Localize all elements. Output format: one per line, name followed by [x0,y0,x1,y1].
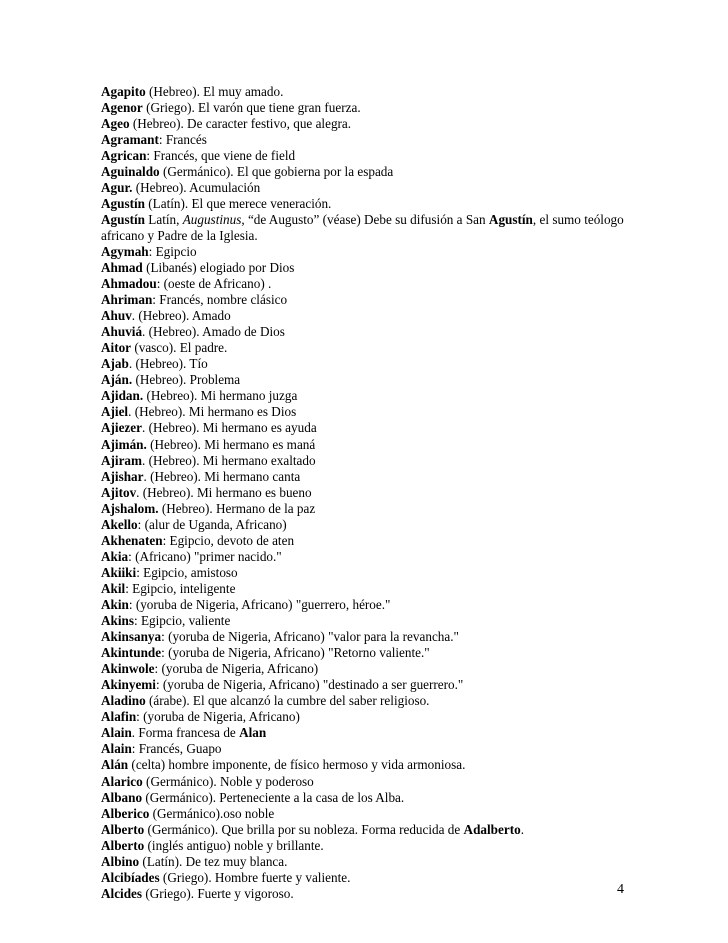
entry-text: (Hebreo). Mi hermano es maná [146,436,316,452]
name-entry [101,372,661,388]
entry-text: : Egipcio [148,243,197,259]
entry-name: Alarico [101,773,143,789]
entry-name: Akello [101,516,138,532]
entry-italic-term: Augustinus [182,211,242,227]
entry-name: Ahuv [101,308,132,324]
entry-name: Alan [239,725,267,741]
entry-name: Ajidan. [101,388,144,404]
entry-name: Alberico [101,805,150,821]
name-entry [101,581,661,597]
name-entry [101,629,661,645]
name-entry [101,838,661,854]
entry-text: (Griego). Fuerte y vigoroso. [142,885,294,901]
entry-name: Agapito [101,83,146,99]
name-entry [101,822,661,838]
entry-text: , el sumo teólogo africano y Padre de la Iglesia. [101,211,624,243]
name-entry [101,100,661,116]
entry-text: (celta) hombre imponente, de físico hermoso y vida armoniosa. [128,757,466,773]
entry-name: Alain [101,725,132,741]
name-entry [101,437,661,453]
entry-name: Alán [101,757,129,773]
entry-text: : (Africano) "primer nacido." [128,548,282,564]
entry-name: Aladino [101,693,146,709]
entry-text: : (yoruba de Nigeria, Africano) "destinado a ser guerrero." [155,677,464,693]
entry-name: Agur. [101,179,133,195]
name-entry [101,132,661,148]
entry-text: : (yoruba de Nigeria, Africano) "Retorno valiente." [161,645,430,661]
entry-text: : (yoruba de Nigeria, Africano) "guerrero, héroe." [128,597,391,612]
entry-text: (Libanés) elogiado por Dios [142,260,295,276]
entry-text: : Francés [158,131,207,147]
entry-name: Akhenaten [101,532,163,548]
name-entry [101,292,661,308]
name-entry [101,180,661,196]
entry-name: Alberto [101,821,145,837]
name-entry [101,709,661,725]
name-entry [101,212,661,244]
name-entry [101,324,661,340]
name-entry [101,549,661,565]
name-entry [101,485,661,501]
entry-name: Alcibíades [101,869,160,885]
entry-text: (Griego). Hombre fuerte y valiente. [159,869,351,885]
entry-text: . [520,821,524,837]
entry-name: Ajab [101,356,129,372]
entry-text: : Egipcio, devoto de aten [162,532,295,548]
name-entry [101,388,661,404]
name-entry [101,597,661,613]
entry-name: Akinwole [101,661,155,677]
entry-text: : (yoruba de Nigeria, Africano) [136,709,300,725]
entry-name: Ahmadou [101,276,157,292]
name-entry [101,774,661,790]
entry-text: (árabe). El que alcanzó la cumbre del saber religioso. [145,693,430,709]
entry-text: (Germánico).oso noble [149,805,275,821]
entry-text: (Germánico). Que brilla por su nobleza. Forma reducida de [144,821,464,837]
entry-name: Agrican [101,147,147,163]
name-entry [101,517,661,533]
name-entry [101,613,661,629]
entry-text: : Egipcio, valiente [134,613,231,629]
name-entry [101,453,661,469]
entry-name: Albano [101,789,143,805]
page-number: 4 [617,882,624,897]
entry-name: Alafin [101,709,137,725]
name-entry [101,806,661,822]
entry-text: . (Hebreo). Amado [131,308,231,324]
entry-name: Ageo [101,115,130,131]
entry-name: Alberto [101,837,145,853]
name-entry [101,196,661,212]
name-entry [101,725,661,741]
entry-name: Albino [101,853,140,869]
entry-name: Agustín [101,195,145,211]
entry-text: . (Hebreo). Mi hermano es ayuda [142,420,317,436]
entry-text: (Hebreo). De caracter festivo, que alegra. [129,115,352,131]
entry-name: Akia [101,548,129,564]
name-entry [101,164,661,180]
name-entry [101,677,661,693]
entry-text: (vasco). El padre. [131,340,228,356]
entry-name: Alcides [101,885,143,901]
entry-text: (inglés antiguo) noble y brillante. [144,837,324,853]
entry-name: Ahriman [101,292,153,308]
entry-name: Ajiel [101,404,129,420]
entry-text: (Germánico). Noble y poderoso [142,773,314,789]
name-entry [101,565,661,581]
name-entry [101,661,661,677]
name-entry [101,533,661,549]
entry-name: Ajitov [101,484,137,500]
entry-text: : Francés, nombre clásico [152,292,288,308]
entry-name: Ajimán. [101,436,147,452]
entry-name: Ahmad [101,260,143,276]
name-entry [101,148,661,164]
entry-text: . (Hebreo). Mi hermano es Dios [128,404,297,420]
entry-name: Agramant [101,131,159,147]
name-entry [101,116,661,132]
entry-name: Aitor [101,340,132,356]
name-entry [101,501,661,517]
name-entry [101,757,661,773]
entry-name: Agustín [488,211,533,227]
entry-text: : Francés, Guapo [131,741,222,757]
entry-text: (Hebreo). Hermano de la paz [158,500,316,516]
name-entry [101,886,661,902]
entry-text: . (Hebreo). Tío [128,356,208,372]
entry-text: . (Hebreo). Mi hermano canta [143,468,301,484]
name-entry [101,870,661,886]
entry-name: Agymah [101,243,149,259]
entry-text: : (oeste de Africano) . [156,276,272,292]
entry-text: . (Hebreo). Amado de Dios [142,324,285,340]
entry-text: (Hebreo). El muy amado. [145,83,284,99]
entry-name: Ajshalom. [101,500,159,516]
name-entry [101,84,661,100]
name-entry [101,308,661,324]
entry-text: : Egipcio, inteligente [125,580,236,596]
entry-text: : (yoruba de Nigeria, Africano) [154,661,319,677]
entry-text: : (alur de Uganda, Africano) [137,516,287,532]
name-entry [101,741,661,757]
entry-name: Akil [101,580,126,596]
name-entry [101,790,661,806]
entry-name: Alain [101,741,132,757]
name-entry [101,693,661,709]
name-entry [101,420,661,436]
entry-name: Ajiram [101,452,143,468]
name-entry [101,244,661,260]
name-entry-list [101,84,661,902]
entry-text: (Latín). El que merece veneración. [144,195,332,211]
entry-text: (Hebreo). Problema [132,372,241,388]
entry-name: Aguinaldo [101,163,160,179]
entry-text: Latín, [144,211,183,227]
name-entry [101,404,661,420]
entry-text: . (Hebreo). Mi hermano exaltado [142,452,316,468]
entry-name: Ajiezer [101,420,142,436]
entry-name: Akinsanya [101,629,162,645]
name-entry [101,854,661,870]
entry-name: Agenor [101,99,143,115]
entry-text: : Francés, que viene de field [146,147,296,163]
entry-text: : (yoruba de Nigeria, Africano) "valor para la revancha." [161,629,459,645]
entry-text: (Latín). De tez muy blanca. [139,853,288,869]
name-entry [101,469,661,485]
entry-text: , “de Augusto” (véase) Debe su difusión a San [241,211,489,227]
entry-text: : Egipcio, amistoso [136,564,238,580]
entry-text: (Hebreo). Mi hermano juzga [143,388,298,404]
name-entry [101,340,661,356]
entry-name: Akiiki [101,564,137,580]
entry-text: (Griego). El varón que tiene gran fuerza. [142,99,361,115]
entry-text: . (Hebreo). Mi hermano es bueno [136,484,312,500]
entry-name: Agustín [101,211,145,227]
entry-name: Akins [101,613,134,629]
entry-text: (Germánico). Perteneciente a la casa de los Alba. [142,789,405,805]
name-entry [101,260,661,276]
entry-name: Aján. [101,372,133,388]
entry-name: Akinyemi [101,677,156,693]
entry-name: Akin [101,597,129,612]
name-entry [101,356,661,372]
entry-text: . Forma francesa de [131,725,240,741]
entry-name: Ahuviá [101,324,143,340]
entry-name: Ajishar [101,468,144,484]
entry-name: Akintunde [101,645,162,661]
name-entry [101,276,661,292]
name-entry [101,645,661,661]
entry-text: (Hebreo). Acumulación [132,179,261,195]
entry-text: (Germánico). El que gobierna por la espada [159,163,394,179]
entry-name: Adalberto [463,821,521,837]
